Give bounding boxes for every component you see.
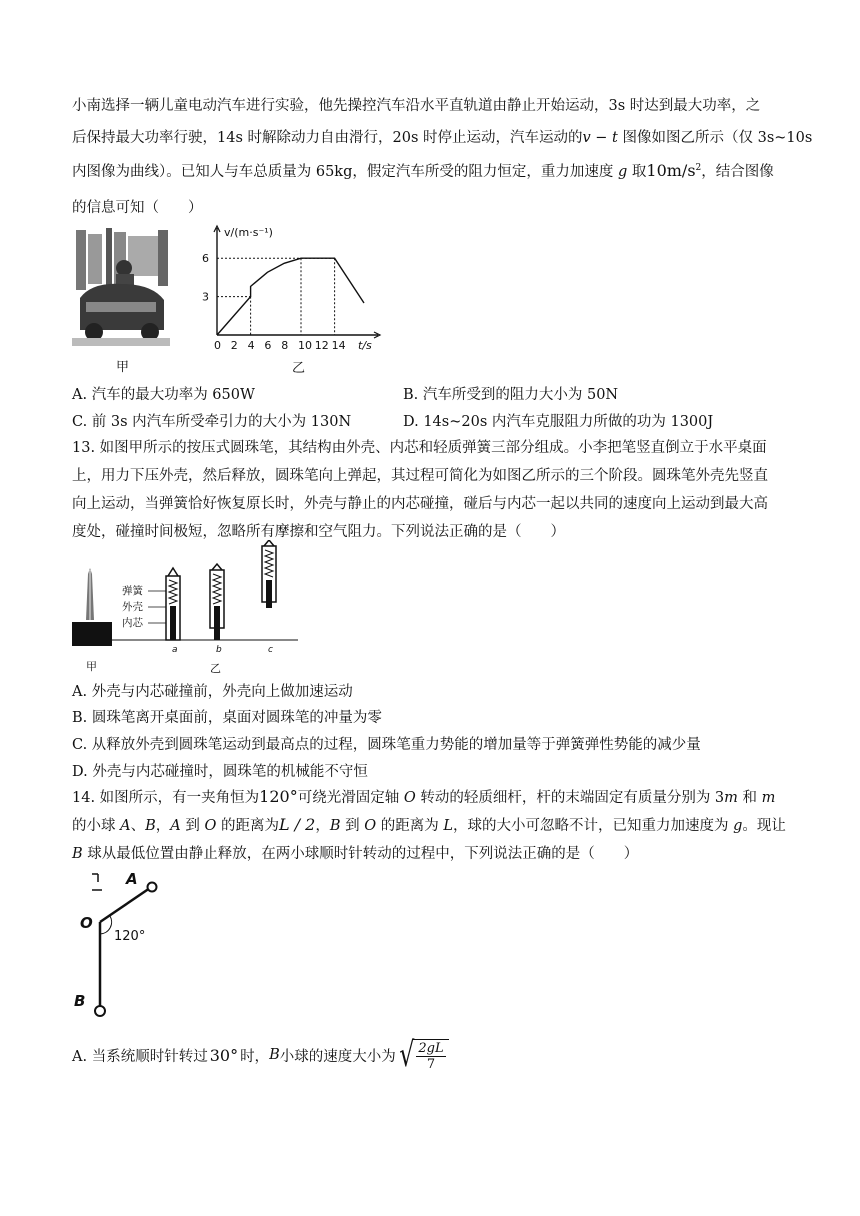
q12-option-b[interactable]: B. 汽车所受到的阻力大小为 50N (403, 387, 619, 403)
label-A: A (126, 870, 138, 888)
q14-option-a[interactable] (72, 1035, 449, 1075)
q14-A2: A (170, 818, 181, 834)
q12-line3-tail: ，结合图像 (701, 164, 774, 180)
q14-O: O (403, 790, 416, 806)
axis-mark-icon (92, 874, 102, 890)
q12-vt-symbol: v − t (582, 130, 618, 146)
label-spring: 弹簧 (122, 585, 143, 597)
y-tick-6: 6 (202, 252, 209, 266)
q14-l2q: ，球的大小可忽略不计，已知重力加速度为 (452, 818, 734, 834)
q14-g: g (733, 818, 743, 834)
q14-A1: A (120, 818, 131, 834)
x-axis-label: t/s (358, 339, 372, 352)
q13-option-d[interactable]: D. 外壳与内芯碰撞时，圆珠笔的机械能不守恒 (72, 764, 368, 780)
q13-line1: 13. 如图甲所示的按压式圆珠笔，其结构由外壳、内芯和轻质弹簧三部分组成。小李把笔竖直倒立于水平桌面 (72, 440, 767, 456)
q13-line3: 向上运动，当弹簧恰好恢复原长时，外壳与静止的内芯碰撞，碰后与内芯一起以共同的速度向上运动到最大高 (72, 496, 768, 512)
q12-fig-yi-label: 乙 (292, 361, 306, 376)
q13-fig-yi-label: 乙 (210, 662, 221, 675)
q12-line2-text: 后保持最大功率行驶，14s 时解除动力自由滑行，20s 时停止运动，汽车运动的 (72, 130, 583, 146)
x-tick-8: 8 (281, 339, 289, 352)
pen-jia-figure (72, 568, 112, 646)
q13-option-a[interactable]: A. 外壳与内芯碰撞前，外壳向上做加速运动 (72, 684, 353, 700)
q14-dist2: 的距离为 (376, 818, 444, 834)
q14-l3b: 球从最低位置由静止释放，在两小球顺时针转动的过程中，下列说法正确的是（ ） (82, 846, 639, 862)
x-tick-12: 12 (314, 339, 329, 352)
frac-numerator: 2gL (418, 1040, 444, 1056)
label-c: c (268, 645, 273, 655)
q12-gexp: 2 (695, 163, 702, 174)
q14-line2 (72, 814, 786, 835)
q14-opt-a-text: A. 当系统顺时针转过 (72, 1048, 208, 1065)
q12-g-symbol: g (617, 164, 628, 180)
q14-O2: O (204, 818, 217, 834)
q12-line2 (72, 126, 812, 147)
x-tick-2: 2 (230, 339, 238, 352)
ballpoint-pen-figure (70, 540, 302, 682)
frac-denominator: 7 (426, 1056, 436, 1072)
q12-line3-text: 内图像为曲线）。已知人与车总质量为 65kg，假定汽车所受的阻力恒定，重力加速度 (72, 164, 618, 180)
q13-option-b[interactable]: B. 圆珠笔离开桌面前，桌面对圆珠笔的冲量为零 (72, 710, 382, 726)
q14-comma1: ， (155, 818, 171, 834)
q12-take: 取 (627, 164, 647, 180)
q13-line2: 上，用力下压外壳，然后释放，圆珠笔向上弹起，其过程可简化为如图乙所示的三个阶段。圆珠笔外壳先竖直 (72, 468, 768, 484)
q14-to2: 到 (340, 818, 365, 834)
x-tick-0: 0 (214, 339, 221, 352)
q12-gvalue: 10m/s (646, 161, 696, 180)
pen-stage-a (166, 568, 180, 640)
q14-l1a: 14. 如图所示，有一夹角恒为 (72, 790, 260, 806)
q14-B2: B (329, 818, 341, 834)
q14-opt-a-speed: 小球的速度大小为 (279, 1048, 396, 1065)
q14-opt-a-when: 时， (240, 1048, 270, 1065)
q12-option-c[interactable]: C. 前 3s 内汽车所受牵引力的大小为 130N (72, 414, 352, 430)
q14-angle: 120° (259, 787, 298, 806)
x-tick-4: 4 (247, 339, 255, 352)
car-photo-figure (72, 226, 170, 346)
label-a: a (172, 645, 178, 655)
q12-line4: 的信息可知（ ） (72, 200, 203, 216)
q13-fig-jia-label: 甲 (86, 660, 97, 673)
q14-and: 和 (737, 790, 762, 806)
q14-opt-a-sqrt: √ $\frac{2gL}{7}$ (396, 1038, 449, 1072)
q14-l2s: 。现让 (742, 818, 786, 834)
x-tick-10: 10 (298, 339, 312, 352)
rod-figure (74, 866, 174, 1022)
label-angle: 120° (114, 929, 146, 944)
q14-line1 (72, 786, 775, 807)
label-b: b (216, 645, 222, 655)
q13-line4: 度处，碰撞时间极短，忽略所有摩擦和空气阻力。下列说法正确的是（ ） (72, 524, 565, 540)
q14-dist1: 的距离为 (216, 818, 279, 834)
q12-line3 (72, 160, 774, 181)
q14-l2a: 的小球 (72, 818, 121, 834)
q14-to1: 到 (180, 818, 205, 834)
label-O: O (80, 914, 93, 932)
q14-B3: B (72, 846, 83, 862)
vt-series-line (217, 258, 364, 335)
q14-l1e: 转动的轻质细杆，杆的末端固定有质量分别为 3 (415, 790, 725, 806)
q14-sep: 、 (130, 818, 146, 834)
x-tick-6: 6 (264, 339, 272, 352)
q14-comma2: ， (315, 818, 330, 834)
q12-fig-jia-label: 甲 (116, 360, 130, 375)
q14-line3 (72, 842, 638, 863)
pen-stage-b (210, 564, 224, 640)
q14-m1: m (724, 790, 738, 806)
q14-O3: O (364, 818, 377, 834)
label-B: B (74, 992, 86, 1010)
q14-l1c: 可绕光滑固定轴 (297, 790, 404, 806)
ball-B (95, 1006, 105, 1016)
q14-B1: B (145, 818, 156, 834)
q14-m2: m (761, 790, 776, 806)
x-tick-14: 14 (331, 339, 346, 352)
y-axis-label: v/(m·s⁻¹) (224, 226, 273, 239)
q13-option-c[interactable]: C. 从释放外壳到圆珠笔运动到最高点的过程，圆珠笔重力势能的增加量等于弹簧弹性势能的减少量 (72, 737, 701, 753)
q12-option-a[interactable]: A. 汽车的最大功率为 650W (72, 387, 255, 403)
q14-opt-a-B: B (269, 1047, 280, 1063)
vt-chart (200, 220, 390, 380)
q14-opt-a-angle: 30° (209, 1045, 239, 1065)
q12-line2-tail: 图像如图乙所示（仅 3s~10s (617, 130, 813, 146)
pen-stage-c (262, 540, 276, 608)
y-tick-3: 3 (202, 290, 209, 304)
label-shell: 外壳 (122, 601, 143, 613)
label-core: 内芯 (122, 617, 143, 629)
rod-OA (100, 888, 150, 922)
q12-line1: 小南选择一辆儿童电动汽车进行实验，他先操控汽车沿水平直轨道由静止开始运动，3s 时达到最大功率，之 (72, 98, 761, 114)
q12-option-d[interactable]: D. 14s~20s 内汽车克服阻力所做的功为 1300J (403, 414, 714, 430)
q14-L2: L / 2 (278, 815, 316, 834)
ball-A (148, 883, 157, 892)
q14-L: L (443, 818, 453, 834)
